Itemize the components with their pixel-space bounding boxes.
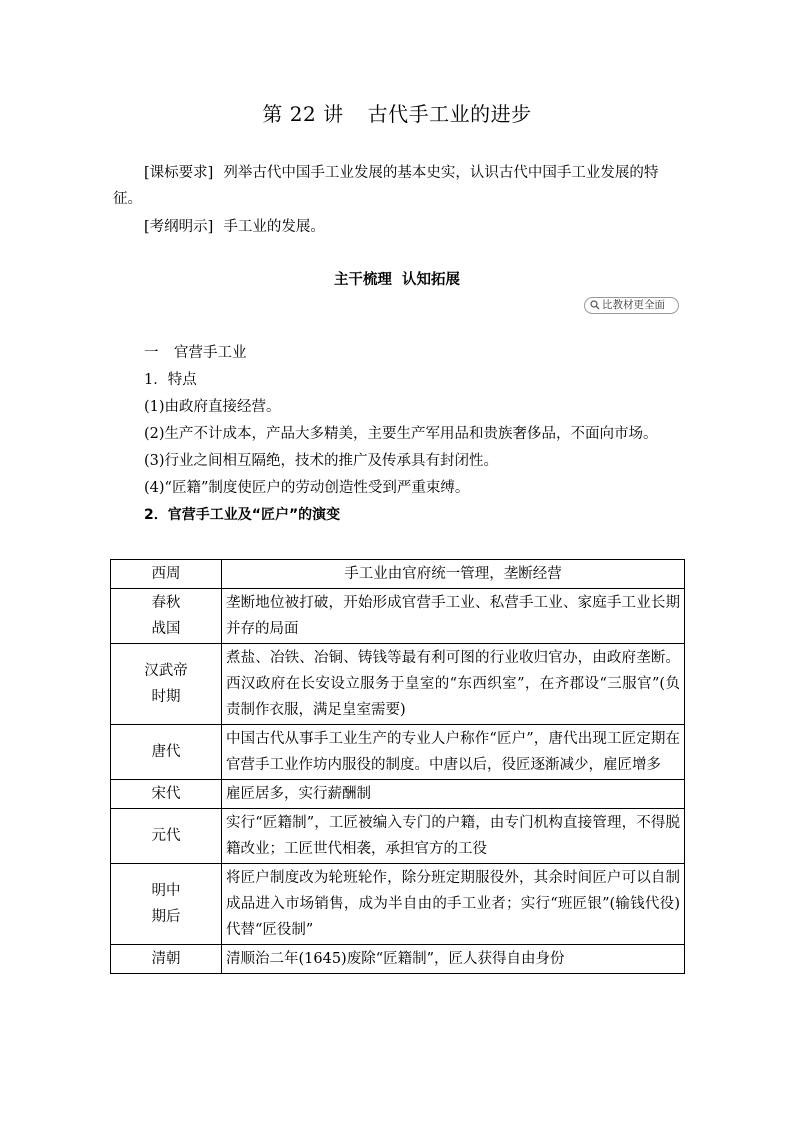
era-label: 汉武帝 [144,663,188,679]
description-cell: 煮盐、冶铁、冶铜、铸钱等最有利可图的行业收归官办，由政府垄断。西汉政府在长安设立服务于皇室的“东西织室”，在齐郡设“三服官”(负责制作衣服，满足皇室需要) [222,644,685,725]
era-label: 宋代 [151,786,181,802]
outline-label: [考纲明示] [144,219,214,235]
part-number: 一 [144,345,159,361]
requirements-text: 列举古代中国手工业发展的基本史实，认识古代中国手工业发展的特征。 [113,165,659,207]
era-cell [111,945,222,974]
lecture-number: 第 22 讲 [262,102,344,126]
table-row [111,589,685,644]
more-complete-badge [584,297,679,314]
page-title [0,98,794,127]
evolution-table-body [111,560,685,974]
requirements-label: [课标要求] [144,165,214,181]
section-title: 主干梳理 认知拓展 [333,272,461,288]
era-cell [111,725,222,780]
description-cell: 将匠户制度改为轮班轮作，除分班定期服役外，其余时间匠户可以自制成品进入市场销售，成为半自由的手工业者；实行“班匠银”(输钱代役)代替“匠役制” [222,864,685,945]
subheading-evolution: 2．官营手工业及“匠户”的演变 [144,507,341,523]
table-row [111,725,685,780]
outline-text: 手工业的发展。 [223,219,325,235]
era-label: 春秋 [151,595,181,611]
feature-point: (1)由政府直接经营。 [144,399,281,415]
description-cell: 实行“匠籍制”，工匠被编入专门的户籍，由专门机构直接管理，不得脱籍改业；工匠世代相袭，承担官方的工役 [222,809,685,864]
description-cell: 中国古代从事手工业生产的专业人户称作“匠户”，唐代出现工匠定期在官营手工业作坊内服役的制度。中唐以后，役匠逐渐减少，雇匠增多 [222,725,685,780]
evolution-table [110,559,685,974]
feature-point: (3)行业之间相互隔绝，技术的推广及传承具有封闭性。 [144,453,499,469]
era-label: 时期 [151,689,181,705]
era-cell [111,780,222,809]
subheading-features: 1．特点 [144,372,197,388]
curriculum-requirements [113,160,683,212]
table-row [111,809,685,864]
feature-point: (4)“匠籍”制度使匠户的劳动创造性受到严重束缚。 [144,480,470,496]
era-label: 西周 [151,566,181,582]
table-row [111,780,685,809]
part-heading [113,340,685,367]
table-row [111,560,685,589]
feature-point: (2)生产不计成本，产品大多精美，主要生产军用品和贵族奢侈品，不面向市场。 [144,426,658,442]
table-row [111,945,685,974]
era-cell [111,809,222,864]
description-cell: 雇匠居多，实行薪酬制 [222,780,685,809]
era-cell [111,864,222,945]
exam-outline [113,214,683,240]
search-icon [590,300,600,310]
era-cell [111,560,222,589]
table-row [111,644,685,725]
table-row [111,864,685,945]
era-label: 期后 [151,909,181,925]
description-cell: 垄断地位被打破，开始形成官营手工业、私营手工业、家庭手工业长期并存的局面 [222,589,685,644]
part-heading-text: 官营手工业 [174,345,247,361]
era-label: 清朝 [151,951,181,967]
lecture-topic: 古代手工业的进步 [367,102,532,126]
era-cell [111,589,222,644]
badge-label: 比教材更全面 [602,299,665,311]
era-label: 唐代 [151,744,181,760]
description-cell: 手工业由官府统一管理，垄断经营 [222,560,685,589]
era-label: 战国 [151,621,181,637]
era-label: 明中 [151,883,181,899]
description-cell: 清顺治二年(1645)废除“匠籍制”，匠人获得自由身份 [222,945,685,974]
part-official-handicraft [113,340,685,529]
era-label: 元代 [151,828,181,844]
era-cell [111,644,222,725]
